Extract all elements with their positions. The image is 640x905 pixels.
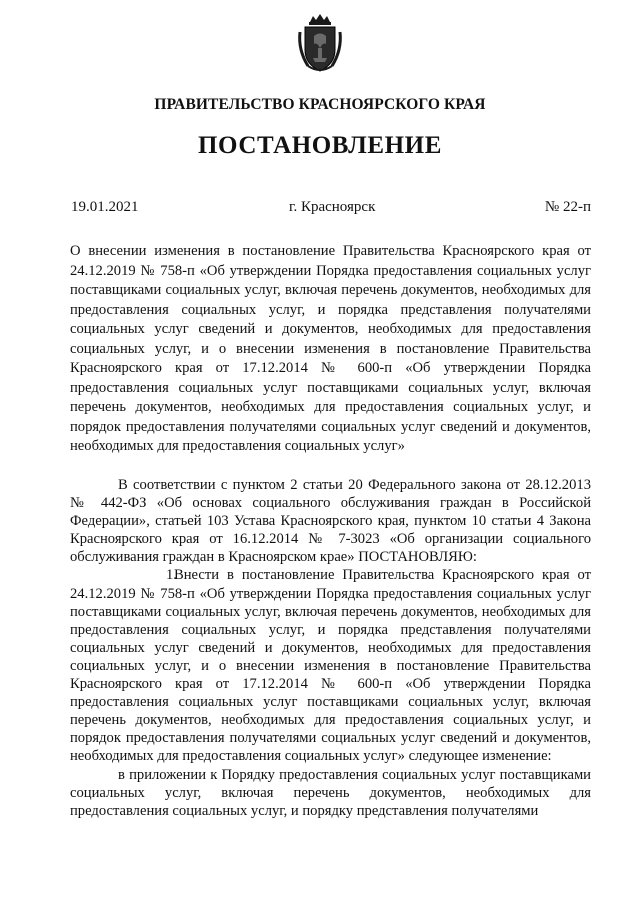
document-subject: О внесении изменения в постановление Правительства Красноярского края от 24.12.2019 № 758-п «Об утверждении Порядка предоставления социальных услуг поставщиками социальных услуг, включая перечень документов, необходимых для предоставления социальных услуг, и порядка представления получателями социальных услуг сведений и документов, необходимых для предоставления социальных услуг, и о внесении изменения в постановление Правительства Красноярского края от 17.12.2014 № 600-п «Об утверждении Порядка предоставления социальных услуг поставщиками социальных услуг, включая перечень документов, необходимых для предоставления социальных услуг, и порядок предоставления получателями социальных услуг сведений и документов, необходимых для предоставления социальных услуг» <box>70 243 591 454</box>
item-1-subparagraph: в приложении к Порядку предоставления социальных услуг поставщиками социальных услуг, включая перечень документов, необходимых для предоставления социальных услуг, и порядку представления получателями <box>70 766 591 819</box>
preamble-paragraph: В соответствии с пунктом 2 статьи 20 Федерального закона от 28.12.2013 № 442-ФЗ «Об основах социального обслуживания граждан в Российской Федерации», статьей 103 Устава Красноярского края, пунктом 10 статьи 4 Закона Красноярского края от 16.12.2014 № 7-3023 «Об организации социального обслуживания граждан в Красноярском крае» ПОСТАНОВЛЯЮ: <box>70 477 591 566</box>
government-title: ПРАВИТЕЛЬСТВО КРАСНОЯРСКОГО КРАЯ <box>154 96 486 113</box>
document-city: г. Красноярск <box>289 199 376 215</box>
krasnoyarsk-coat-of-arms-icon <box>296 14 344 74</box>
item-1-text: Внести в постановление Правительства Красноярского края от 24.12.2019 № 758-п «Об утверждении Порядка предоставления социальных услуг поставщиками социальных услуг, включая перечень документов, необходимых для предоставления социальных услуг, и порядка представления получателями социальных услуг сведений и документов, необходимых для предоставления социальных услуг, и о внесении изменения в постановление Правительства Красноярского края от 17.12.2014 № 600-п «Об утверждении Порядка предоставления социальных услуг поставщиками социальных услуг, включая перечень документов, необходимых для предоставления социальных услуг, и порядок предоставления получателями социальных услуг сведений и документов, необходимых для предоставления социальных услуг» следующее изменение: <box>70 567 591 765</box>
item-1-number: 1. <box>166 567 177 584</box>
document-type-heading: ПОСТАНОВЛЕНИЕ <box>197 132 443 159</box>
document-meta <box>71 199 591 219</box>
item-1-paragraph <box>70 566 591 765</box>
document-body <box>70 476 591 820</box>
document-number: № 22-п <box>544 199 591 215</box>
document-date: 19.01.2021 <box>71 199 139 215</box>
